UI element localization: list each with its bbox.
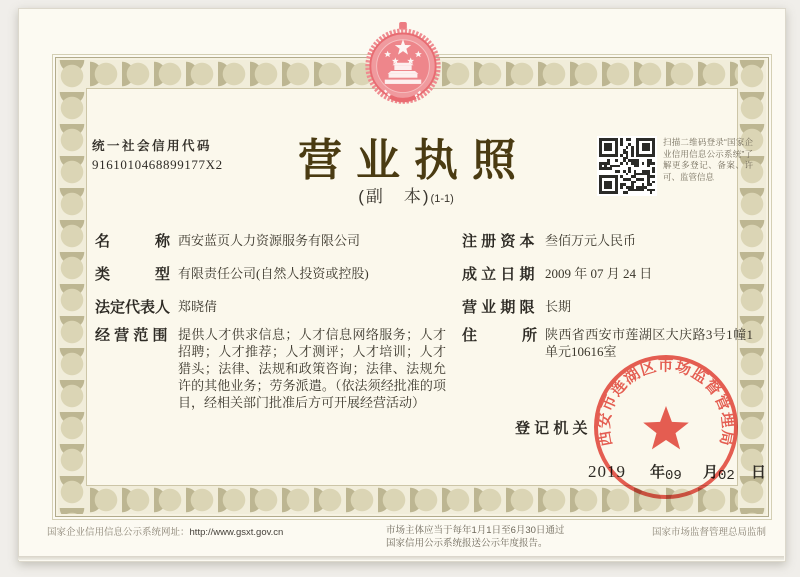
- issue-date-day-label: 日: [751, 464, 767, 481]
- footer-issuer: 国家市场监督管理总局监制: [652, 527, 767, 538]
- footer-url-value: http://www.gsxt.gov.cn: [189, 527, 284, 538]
- china-national-emblem-icon: [364, 22, 442, 118]
- field-value-business-scope: 提供人才供求信息；人才信息网络服务；人才招聘；人才推荐；人才测评；人才培训；人才猎头；法律、法规和政策咨询；法律、法规允许的其他业务；劳务派遣。（依法须经批准的项目，经相关部门批准后方可开展经营活动）: [178, 327, 446, 410]
- license-title: 营业执照: [298, 136, 530, 185]
- credit-code-label: 统一社会信用代码: [92, 139, 213, 153]
- credit-code-value: 9161010468899177X2: [92, 157, 223, 172]
- field-label-business-term: 营 业 期 限: [462, 299, 535, 316]
- round-official-seal-star-icon: [591, 352, 741, 502]
- footer-note-line1: 市场主体应当于每年1月1日至6月30日通过: [386, 525, 565, 536]
- issue-date-year: 2019: [588, 462, 626, 481]
- field-label-registered-capital: 注 册 资 本: [462, 233, 535, 250]
- subtitle-copy-number: (1-1): [430, 193, 454, 205]
- field-value-legal-representative: 郑晓倩: [178, 299, 218, 314]
- registration-authority-label: 登 记 机 关: [515, 420, 588, 437]
- footer-note-line2: 国家信用公示系统报送公示年度报告。: [386, 537, 548, 549]
- field-value-establish-date: 2009 年 07 月 24 日: [545, 266, 653, 281]
- issue-date-year-label: 年: [650, 464, 666, 481]
- field-label-establish-date: 成 立 日 期: [462, 266, 535, 283]
- qr-caption-text: 扫描二维码登录“国家企业信用信息公示系统”了解更多登记、备案、许可、监管信息: [663, 137, 753, 182]
- subtitle-copy-type: (副 本): [358, 187, 431, 206]
- field-value-business-term: 长期: [545, 299, 572, 314]
- issue-date-day: 02: [718, 468, 735, 484]
- field-value-company-name: 西安蓝页人力资源服务有限公司: [178, 233, 361, 248]
- issue-date-month-label: 月: [703, 464, 719, 481]
- field-label-company-type: 类 型: [95, 266, 171, 283]
- field-label-company-name: 名 称: [95, 233, 171, 250]
- seal-authority-text: 西安市莲湖区市场监督管理局: [594, 356, 738, 449]
- field-value-address: 陕西省西安市莲湖区大庆路3号1幢1单元10616室: [545, 327, 753, 359]
- issue-date-month: 09: [665, 468, 682, 484]
- field-label-address: 住 所: [462, 327, 538, 344]
- field-value-registered-capital: 叁佰万元人民币: [545, 233, 637, 248]
- field-label-legal-representative: 法定代表人: [95, 299, 171, 316]
- field-value-company-type: 有限责任公司(自然人投资或控股): [178, 266, 369, 281]
- field-label-business-scope: 经 营 范 围: [95, 327, 168, 344]
- footer-url-label: 国家企业信用信息公示系统网址：: [47, 527, 190, 538]
